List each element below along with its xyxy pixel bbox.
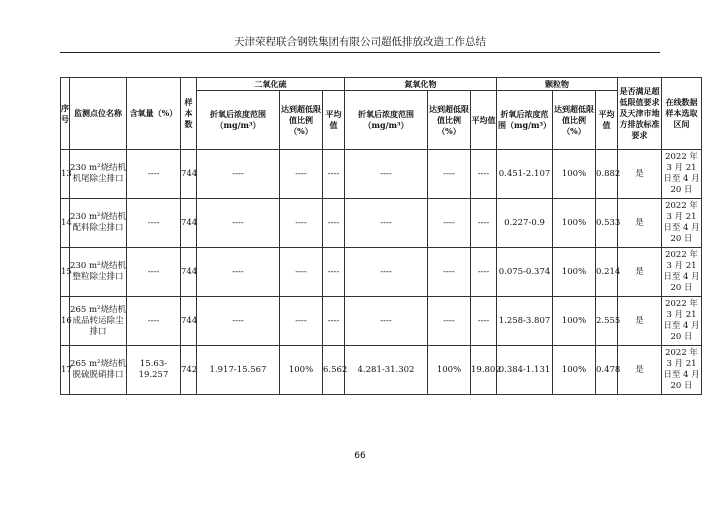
cell-so2-ratio: ---- — [280, 199, 323, 248]
cell-pm-avg: 0.214 — [596, 248, 618, 297]
cell-pm-range: 1.258-3.807 — [497, 297, 553, 346]
cell-sample-interval: 2022 年 3 月 21 日至 4 月 20 日 — [662, 150, 702, 199]
cell-nox-ratio: ---- — [428, 297, 471, 346]
cell-so2-avg: ---- — [323, 248, 345, 297]
cell-nox-ratio: ---- — [428, 199, 471, 248]
header-nox-group: 氮氧化物 — [345, 78, 497, 91]
cell-so2-ratio: ---- — [280, 248, 323, 297]
cell-samples: 744 — [181, 297, 197, 346]
cell-oxygen: ---- — [127, 297, 181, 346]
header-so2-avg: 平均值 — [323, 91, 345, 150]
cell-pm-ratio: 100% — [553, 199, 596, 248]
table-row — [61, 150, 702, 199]
cell-pm-ratio: 100% — [553, 150, 596, 199]
cell-nox-range: ---- — [345, 248, 428, 297]
cell-so2-ratio: ---- — [280, 150, 323, 199]
cell-meets-standard: 是 — [618, 346, 662, 395]
table-row — [61, 199, 702, 248]
cell-so2-range: ---- — [197, 248, 280, 297]
page-number: 66 — [354, 451, 366, 461]
header-divider — [60, 52, 660, 53]
cell-nox-avg: ---- — [471, 248, 497, 297]
cell-samples: 744 — [181, 199, 197, 248]
emissions-monitoring-table — [60, 77, 702, 395]
cell-pm-range: 0.075-0.374 — [497, 248, 553, 297]
cell-pm-range: 0.384-1.131 — [497, 346, 553, 395]
header-pm-range: 折氧后浓度范围（mg/m³） — [497, 91, 553, 150]
header-seq: 序号 — [61, 78, 70, 150]
cell-pm-range: 0.451-2.107 — [497, 150, 553, 199]
cell-so2-avg: ---- — [323, 199, 345, 248]
cell-sample-interval: 2022 年 3 月 21 日至 4 月 20 日 — [662, 199, 702, 248]
header-sample-interval: 在线数据样本选取区间 — [662, 78, 702, 150]
cell-nox-ratio: ---- — [428, 150, 471, 199]
header-so2-range: 折氧后浓度范围（mg/m³） — [197, 91, 280, 150]
cell-so2-range: ---- — [197, 150, 280, 199]
cell-pm-avg: 0.882 — [596, 150, 618, 199]
cell-nox-range: ---- — [345, 150, 428, 199]
cell-sample-interval: 2022 年 3 月 21 日至 4 月 20 日 — [662, 297, 702, 346]
cell-so2-range: 1.917-15.567 — [197, 346, 280, 395]
header-so2-ratio: 达到超低限值比例（%） — [280, 91, 323, 150]
cell-meets-standard: 是 — [618, 150, 662, 199]
cell-pm-avg: 0.533 — [596, 199, 618, 248]
cell-location: 265 m²烧结机脱硫脱硝排口 — [70, 346, 127, 395]
header-location: 监测点位名称 — [70, 78, 127, 150]
cell-nox-range: ---- — [345, 199, 428, 248]
cell-meets-standard: 是 — [618, 248, 662, 297]
header-nox-ratio: 达到超低限值比例（%） — [428, 91, 471, 150]
cell-nox-ratio: 100% — [428, 346, 471, 395]
cell-sample-interval: 2022 年 3 月 21 日至 4 月 20 日 — [662, 248, 702, 297]
cell-seq: 13 — [61, 150, 70, 199]
cell-seq: 17 — [61, 346, 70, 395]
table-row — [61, 346, 702, 395]
header-nox-avg: 平均值 — [471, 91, 497, 150]
cell-seq: 14 — [61, 199, 70, 248]
cell-samples: 744 — [181, 248, 197, 297]
cell-nox-range: ---- — [345, 297, 428, 346]
cell-nox-avg: 19.802 — [471, 346, 497, 395]
cell-oxygen: ---- — [127, 248, 181, 297]
cell-pm-ratio: 100% — [553, 297, 596, 346]
cell-so2-avg: 6.562 — [323, 346, 345, 395]
cell-oxygen: ---- — [127, 150, 181, 199]
cell-pm-avg: 0.478 — [596, 346, 618, 395]
table-row — [61, 297, 702, 346]
cell-so2-avg: ---- — [323, 150, 345, 199]
header-so2-group: 二氧化硫 — [197, 78, 345, 91]
cell-pm-ratio: 100% — [553, 346, 596, 395]
cell-so2-avg: ---- — [323, 297, 345, 346]
header-pm-avg: 平均值 — [596, 91, 618, 150]
cell-location: 265 m²烧结机成品转运除尘排口 — [70, 297, 127, 346]
cell-pm-ratio: 100% — [553, 248, 596, 297]
cell-sample-interval: 2022 年 3 月 21 日至 4 月 20 日 — [662, 346, 702, 395]
cell-oxygen: ---- — [127, 199, 181, 248]
document-header-title: 天津荣程联合钢铁集团有限公司超低排放改造工作总结 — [234, 36, 486, 48]
cell-nox-avg: ---- — [471, 199, 497, 248]
header-oxygen: 含氧量（%） — [127, 78, 181, 150]
header-samples: 样本数 — [181, 78, 197, 150]
cell-meets-standard: 是 — [618, 297, 662, 346]
table-row — [61, 248, 702, 297]
cell-meets-standard: 是 — [618, 199, 662, 248]
cell-location: 230 m²烧结机配料除尘排口 — [70, 199, 127, 248]
cell-pm-avg: 2.555 — [596, 297, 618, 346]
header-pm-group: 颗粒物 — [497, 78, 618, 91]
header-nox-range: 折氧后浓度范围（mg/m³） — [345, 91, 428, 150]
cell-so2-range: ---- — [197, 199, 280, 248]
cell-seq: 15 — [61, 248, 70, 297]
header-meets-standard: 是否满足超低限值要求及天津市地方排放标准要求 — [618, 78, 662, 150]
cell-nox-ratio: ---- — [428, 248, 471, 297]
cell-samples: 744 — [181, 150, 197, 199]
cell-oxygen: 15.63-19.257 — [127, 346, 181, 395]
cell-nox-avg: ---- — [471, 150, 497, 199]
cell-pm-range: 0.227-0.9 — [497, 199, 553, 248]
cell-location: 230 m²烧结机整粒除尘排口 — [70, 248, 127, 297]
cell-nox-avg: ---- — [471, 297, 497, 346]
cell-seq: 16 — [61, 297, 70, 346]
cell-so2-range: ---- — [197, 297, 280, 346]
cell-so2-ratio: 100% — [280, 346, 323, 395]
header-pm-ratio: 达到超低限值比例（%） — [553, 91, 596, 150]
cell-so2-ratio: ---- — [280, 297, 323, 346]
cell-samples: 742 — [181, 346, 197, 395]
cell-location: 230 m²烧结机机尾除尘排口 — [70, 150, 127, 199]
cell-nox-range: 4.281-31.302 — [345, 346, 428, 395]
